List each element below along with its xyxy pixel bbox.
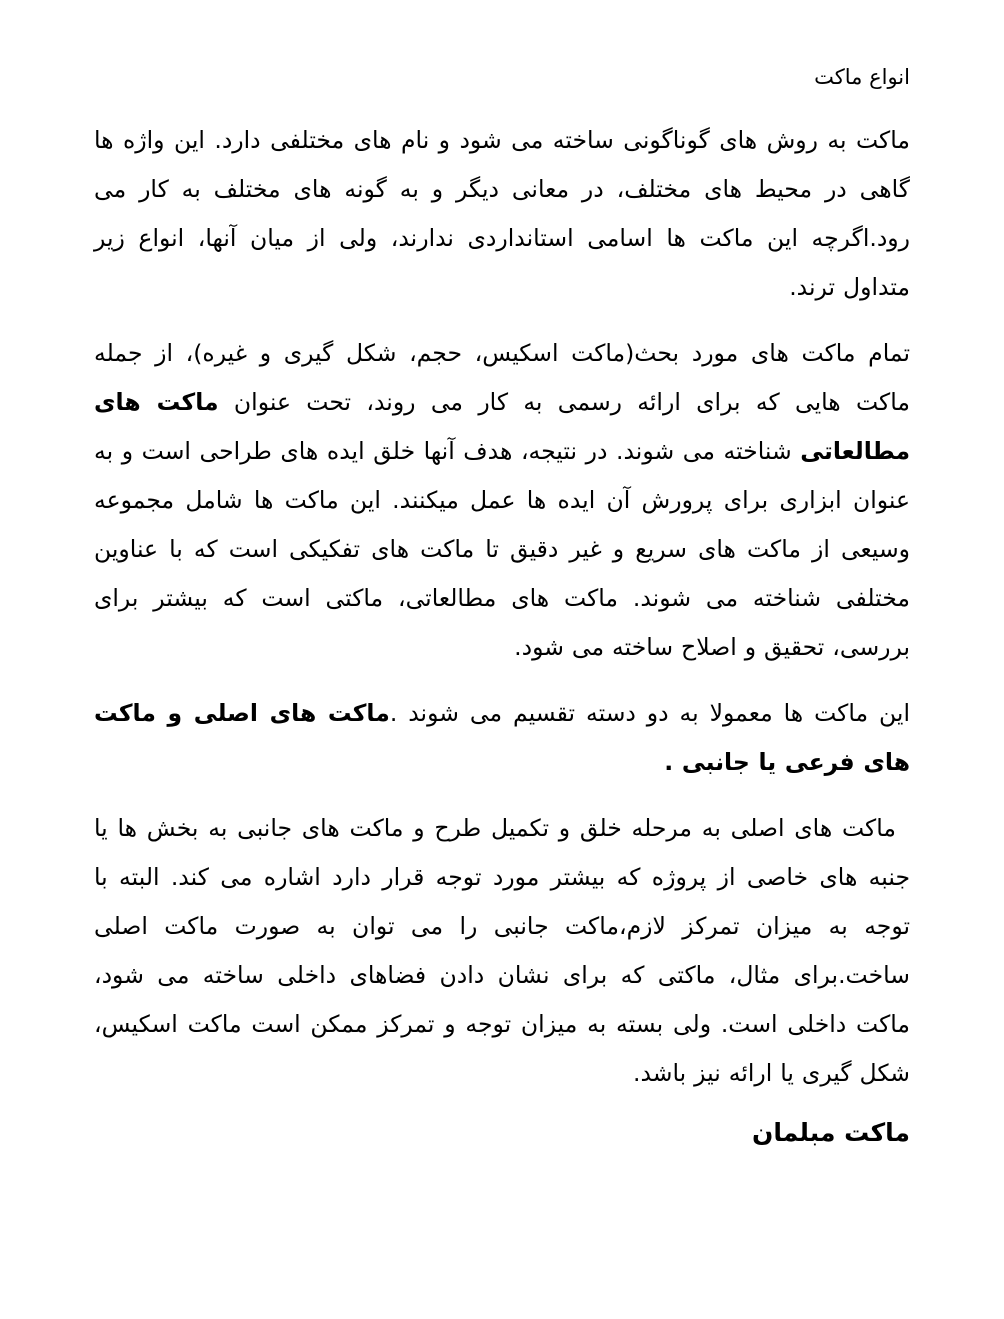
paragraph-2 (94, 329, 910, 672)
paragraph-2-emphasis-study-models: ماکت های مطالعاتی (94, 387, 910, 465)
paragraph-3-run-1: این ماکت ها معمولا به دو دسته تقسیم می شوند . (389, 698, 910, 727)
paragraph-1 (94, 116, 910, 312)
paragraph-1-run-1: ماکت به روش های گوناگونی ساخته می شود و نام های مختلفی دارد. این واژه ها گاهی در محیط های مختلف، در معانی دیگر و به گونه های مختلف به کار می رود.اگرچه این ماکت ها اسامی استانداردی ندارند، ولی از میان آنها، انواع زیر متداول ترند. (94, 125, 910, 301)
paragraph-3 (94, 689, 910, 787)
paragraph-2-run-1: تمام ماکت های مورد بحث(ماکت اسکیس، حجم، شکل گیری و غیره)، از جمله ماکت هایی که برای ارائه رسمی به کار می روند، تحت عنوان (94, 338, 910, 416)
paragraph-2-run-3: شناخته می شوند. در نتیجه، هدف آنها خلق ایده های طراحی است و به عنوان ابزاری برای پرورش آن ایده ها عمل میکنند. این ماکت ها شامل مجموعه وسیعی از ماکت های سریع و غیر دقیق تا ماکت های تفکیکی است که با عناوین مختلفی شناخته می شوند. ماکت های مطالعاتی، ماکتی است که بیشتر برای بررسی، تحقیق و اصلاح ساخته می شود. (94, 436, 910, 661)
paragraph-4-run-1: ماکت های اصلی به مرحله خلق و تکمیل طرح و ماکت های جانبی به بخش ها یا جنبه های خاصی از پروژه که بیشتر مورد توجه قرار دارد اشاره می کند. البته با توجه به میزان تمرکز لازم،ماکت جانبی را می توان به صورت ماکت اصلی ساخت.برای مثال، ماکتی که برای نشان دادن فضاهای داخلی ساخته می شود، ماکت داخلی است. ولی بسته به میزان توجه و تمرکز ممکن است ماکت اسکیس، شکل گیری یا ارائه نیز باشد. (94, 813, 910, 1087)
paragraph-3-emphasis-model-categories: ماکت های اصلی و ماکت های فرعی یا جانبی . (94, 698, 910, 776)
paragraph-4 (94, 804, 910, 1098)
page-title: انواع ماکت (814, 65, 910, 89)
section-heading-furniture-model: ماکت مبلمان (752, 1117, 910, 1147)
